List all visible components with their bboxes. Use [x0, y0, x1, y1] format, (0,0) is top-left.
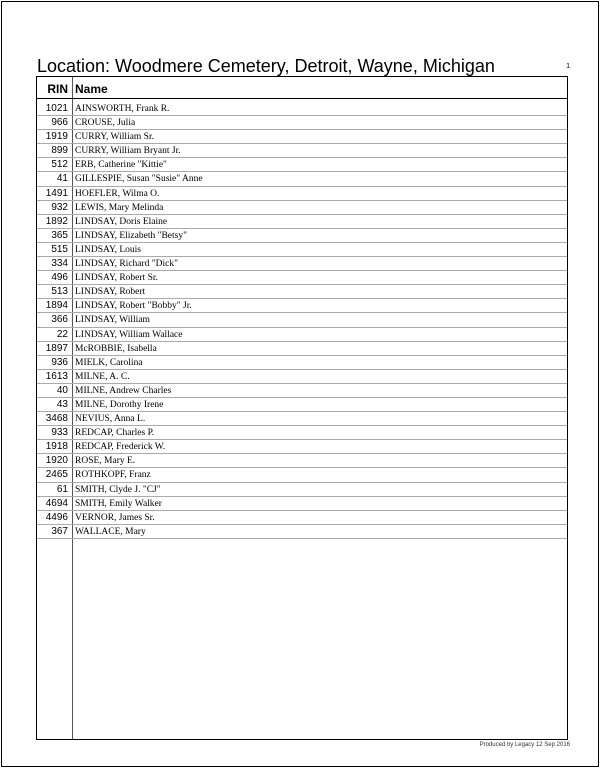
table-row	[37, 370, 567, 384]
table-row	[37, 313, 567, 327]
cell-name: SMITH, Clyde J. "CJ"	[75, 484, 161, 495]
table-row	[37, 412, 567, 426]
cell-rin: 1892	[45, 215, 68, 227]
cell-name: CROUSE, Julia	[75, 118, 136, 129]
cell-name: LINDSAY, Robert Sr.	[75, 273, 158, 284]
table-body	[37, 102, 567, 539]
cell-rin: 3468	[45, 413, 68, 425]
cell-rin: 1920	[45, 455, 68, 467]
cell-name: LINDSAY, William Wallace	[75, 329, 183, 340]
cell-name: LINDSAY, Robert	[75, 287, 146, 298]
cell-name: CURRY, William Sr.	[75, 132, 154, 143]
cell-name: WALLACE, Mary	[75, 526, 146, 537]
cell-name: MILNE, A. C.	[75, 371, 130, 382]
cell-name: MIELK, Carolina	[75, 357, 143, 368]
footer-credit: Produced by Legacy 12 Sep 2016	[479, 742, 570, 748]
cell-name: McROBBIE, Isabella	[75, 343, 157, 354]
table-row	[37, 130, 567, 144]
cell-name: MILNE, Dorothy Irene	[75, 399, 164, 410]
cell-name: LINDSAY, Elizabeth "Betsy"	[75, 230, 187, 241]
cell-rin: 41	[56, 173, 68, 185]
cell-name: HOEFLER, Wilma O.	[75, 188, 160, 199]
cell-rin: 1894	[45, 300, 68, 312]
cell-rin: 2465	[45, 469, 68, 481]
cell-rin: 512	[51, 159, 68, 171]
table-row	[37, 426, 567, 440]
cell-rin: 515	[51, 243, 68, 255]
cell-rin: 334	[51, 258, 68, 270]
table-row	[37, 468, 567, 482]
table-row	[37, 201, 567, 215]
cell-name: LINDSAY, Doris Elaine	[75, 216, 168, 227]
header-rin: RIN	[47, 82, 68, 96]
table-row	[37, 172, 567, 186]
cell-name: REDCAP, Frederick W.	[75, 442, 166, 453]
cell-name: SMITH, Emily Walker	[75, 498, 162, 509]
page-title: Location: Woodmere Cemetery, Detroit, Wayne, Michigan	[37, 56, 495, 76]
cell-rin: 4496	[45, 511, 68, 523]
cell-rin: 966	[51, 117, 68, 129]
table-row	[37, 328, 567, 342]
page-number: 1	[566, 63, 570, 70]
table-row	[37, 257, 567, 271]
cell-rin: 1021	[45, 103, 68, 114]
cell-name: ROSE, Mary E.	[75, 456, 136, 467]
header-name: Name	[75, 82, 108, 96]
table-row	[37, 483, 567, 497]
cell-rin: 1918	[45, 441, 68, 453]
cell-name: REDCAP, Charles P.	[75, 428, 155, 439]
table-row	[37, 454, 567, 468]
cell-rin: 365	[51, 229, 68, 241]
cell-name: VERNOR, James Sr.	[75, 512, 155, 523]
table-row	[37, 356, 567, 370]
cell-name: LINDSAY, Richard "Dick"	[75, 259, 179, 270]
table-row	[37, 285, 567, 299]
cell-rin: 1491	[45, 187, 68, 199]
cell-rin: 513	[51, 286, 68, 298]
table-row	[37, 525, 567, 539]
cell-rin: 43	[56, 398, 68, 410]
cell-rin: 936	[51, 356, 68, 368]
table-row	[37, 342, 567, 356]
table-row	[37, 158, 567, 172]
cell-rin: 1613	[45, 370, 68, 382]
table-row	[37, 497, 567, 511]
cell-name: MILNE, Andrew Charles	[75, 385, 172, 396]
table-row	[37, 102, 567, 116]
cell-name: LINDSAY, Louis	[75, 244, 141, 255]
cell-rin: 367	[51, 525, 68, 537]
cell-rin: 1897	[45, 342, 68, 354]
cell-name: ERB, Catherine "Kittie"	[75, 160, 167, 171]
cell-rin: 496	[51, 272, 68, 284]
table-row	[37, 299, 567, 313]
cell-rin: 933	[51, 427, 68, 439]
table-row	[37, 511, 567, 525]
cell-name: LINDSAY, Robert "Bobby" Jr.	[75, 301, 192, 312]
cell-name: LINDSAY, William	[75, 315, 150, 326]
cell-rin: 61	[56, 483, 68, 495]
table-row	[37, 144, 567, 158]
table-row	[37, 384, 567, 398]
table-row	[37, 229, 567, 243]
cell-rin: 932	[51, 201, 68, 213]
cell-rin: 4694	[45, 497, 68, 509]
cell-rin: 899	[51, 145, 68, 157]
cell-name: ROTHKOPF, Franz	[75, 470, 151, 481]
cell-name: CURRY, William Bryant Jr.	[75, 146, 181, 157]
table-header-row	[37, 80, 567, 99]
table-row	[37, 215, 567, 229]
table-row	[37, 243, 567, 257]
table-row	[37, 271, 567, 285]
table-row	[37, 398, 567, 412]
cell-rin: 22	[56, 328, 68, 340]
cell-name: NEVIUS, Anna L.	[75, 414, 146, 425]
cell-rin: 366	[51, 314, 68, 326]
cell-name: AINSWORTH, Frank R.	[75, 104, 170, 114]
cell-name: GILLESPIE, Susan "Susie" Anne	[75, 174, 203, 185]
table-row	[37, 440, 567, 454]
cell-name: LEWIS, Mary Melinda	[75, 202, 164, 213]
table-row	[37, 187, 567, 201]
table-row	[37, 116, 567, 130]
cell-rin: 40	[56, 384, 68, 396]
cell-rin: 1919	[45, 131, 68, 143]
